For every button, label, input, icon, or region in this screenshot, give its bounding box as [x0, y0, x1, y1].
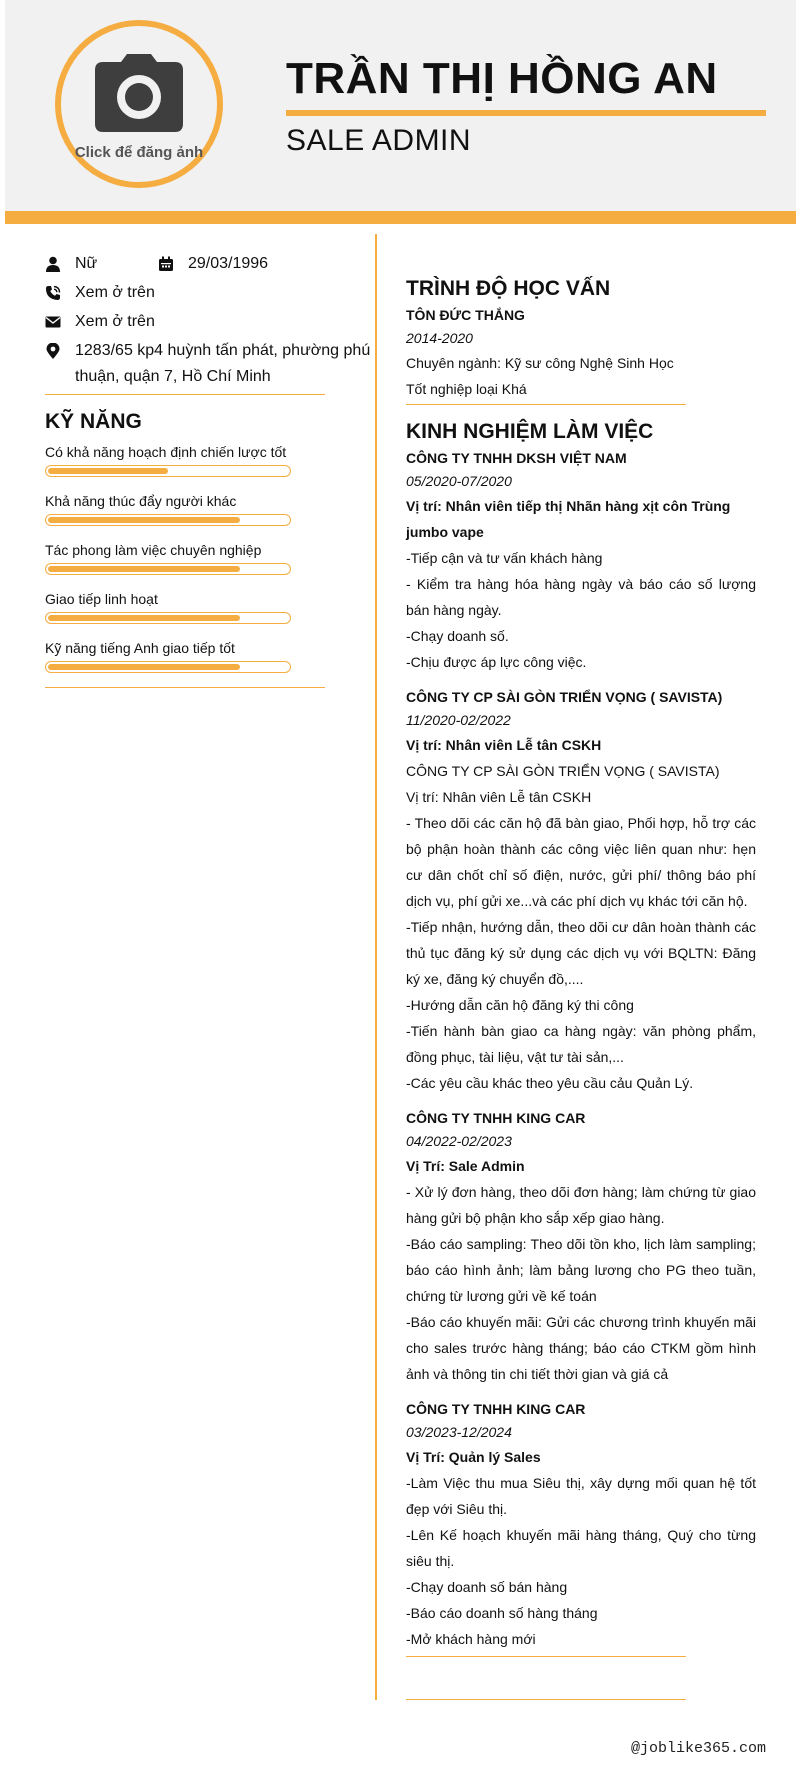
dob-value: 29/03/1996: [188, 255, 269, 272]
skill-bar-fill: [48, 468, 168, 474]
job-period: 03/2023-12/2024: [406, 1424, 512, 1440]
calendar-icon: [158, 256, 174, 272]
job-line: -Báo cáo khuyến mãi: Gửi các chương trình khuyến mãi cho sales trước hàng tháng; báo cáo CTKM gồm hình ảnh và thông tin chi tiết thời gian và giá cả: [406, 1314, 756, 1382]
experience-section: [406, 417, 756, 1700]
skill-item: [45, 443, 293, 477]
gender-row: [45, 251, 97, 277]
job-line: -Báo cáo doanh số hàng tháng: [406, 1605, 598, 1621]
job-entry: [406, 686, 756, 1096]
location-pin-icon: [45, 343, 61, 359]
skill-bar: [45, 661, 291, 673]
skill-bar-fill: [48, 517, 240, 523]
address-value: 1283/65 kp4 huỳnh tấn phát, phường phú thuận, quận 7, Hồ Chí Minh: [75, 342, 371, 385]
job-period: 05/2020-07/2020: [406, 473, 512, 489]
job-company: CÔNG TY TNHH KING CAR: [406, 1110, 586, 1126]
skill-label: Tác phong làm việc chuyên nghiệp: [45, 542, 262, 558]
job-line: -Chạy doanh số.: [406, 628, 509, 644]
skills-title: KỸ NĂNG: [45, 410, 142, 433]
job-line: -Các yêu cầu khác theo yêu cầu cảu Quản Lý.: [406, 1075, 694, 1091]
job-period: 11/2020-02/2022: [406, 712, 511, 728]
footer-watermark: @joblike365.com: [630, 1740, 766, 1757]
column-divider: [375, 234, 377, 1700]
job-line: - Xử lý đơn hàng, theo dõi đơn hàng; làm chứng từ giao hàng gửi bộ phận kho sắp xếp giao hàng.: [406, 1184, 756, 1226]
skill-bar: [45, 612, 291, 624]
skill-item: [45, 590, 293, 624]
job-line: -Làm Việc thu mua Siêu thị, xây dựng mối quan hệ tốt đẹp với Siêu thị.: [406, 1475, 756, 1517]
job-line: - Kiểm tra hàng hóa hàng ngày và báo cáo số lượng bán hàng ngày.: [406, 576, 756, 618]
avatar-caption: Click để đăng ảnh: [74, 144, 204, 161]
right-column: [406, 274, 756, 1700]
phone-value: Xem ở trên: [75, 284, 155, 301]
skill-bar-fill: [48, 664, 240, 670]
job-line: -Tiếp nhận, hướng dẫn, theo dõi cư dân hoàn thành các thủ tục đăng ký sử dụng các dịch vụ với BQLTN: Đăng ký xe, đăng ký chuyển đồ,....: [406, 919, 756, 987]
skill-label: Khả năng thúc đẩy người khác: [45, 493, 237, 509]
person-icon: [45, 256, 61, 272]
education-title: TRÌNH ĐỘ HỌC VẤN: [406, 277, 611, 300]
job-entry: [406, 1398, 756, 1652]
education-line: Chuyên ngành: Kỹ sư công Nghệ Sinh Học: [406, 355, 674, 371]
skill-bar: [45, 514, 291, 526]
skill-label: Có khả năng hoạch định chiến lược tốt: [45, 444, 287, 460]
job-position: Vị Trí: Sale Admin: [406, 1158, 525, 1174]
skill-bar-fill: [48, 615, 240, 621]
job-line: -Tiến hành bàn giao ca hàng ngày: văn phòng phẩm, đồng phục, tài liệu, vật tư tài sản,...: [406, 1023, 756, 1065]
job-line: -Hướng dẫn căn hộ đăng ký thi công: [406, 997, 634, 1013]
experience-divider: [406, 1656, 686, 1657]
email-row: [45, 309, 155, 335]
phone-row: [45, 280, 155, 306]
job-period: 04/2022-02/2023: [406, 1133, 512, 1149]
email-value: Xem ở trên: [75, 313, 155, 330]
experience-title: KINH NGHIỆM LÀM VIỆC: [406, 420, 654, 443]
candidate-name: TRẦN THỊ HỒNG AN: [286, 54, 718, 103]
job-entry: [406, 447, 756, 675]
skill-bar: [45, 465, 291, 477]
job-entry: [406, 1107, 756, 1387]
job-line: -Chạy doanh số bán hàng: [406, 1579, 568, 1595]
job-title: SALE ADMIN: [286, 124, 472, 157]
job-position: Vị Trí: Quản lý Sales: [406, 1449, 541, 1465]
job-line: Vị trí: Nhân viên Lễ tân CSKH: [406, 789, 592, 805]
bottom-divider: [406, 1699, 686, 1700]
job-position: Vị trí: Nhân viên Lễ tân CSKH: [406, 737, 602, 753]
school-name: TÔN ĐỨC THẮNG: [406, 307, 525, 323]
skill-item: [45, 492, 293, 526]
gender-value: Nữ: [75, 255, 98, 272]
skill-label: Giao tiếp linh hoạt: [45, 591, 158, 607]
job-company: CÔNG TY TNHH DKSH VIỆT NAM: [406, 450, 627, 466]
skill-label: Kỹ năng tiếng Anh giao tiếp tốt: [45, 640, 235, 656]
job-position: Vị trí: Nhân viên tiếp thị Nhãn hàng xịt côn Trùng jumbo vape: [406, 498, 731, 540]
education-section: [406, 274, 756, 405]
education-line: Tốt nghiệp loại Khá: [406, 381, 527, 397]
education-period: 2014-2020: [406, 330, 473, 346]
skill-item: [45, 541, 293, 575]
skill-bar-fill: [48, 566, 240, 572]
name-underline: [286, 110, 766, 116]
dob-row: [158, 251, 268, 277]
avatar-upload[interactable]: [55, 20, 223, 188]
job-line: -Mở khách hàng mới: [406, 1631, 536, 1647]
camera-icon: [95, 54, 183, 132]
job-line: -Lên Kế hoạch khuyến mãi hàng tháng, Quý cho từng siêu thị.: [406, 1527, 756, 1569]
education-divider: [406, 404, 686, 405]
skills-divider: [45, 687, 325, 688]
job-line: -Chịu được áp lực công việc.: [406, 654, 587, 670]
job-line: -Tiếp cận và tư vấn khách hàng: [406, 550, 603, 566]
job-company: CÔNG TY CP SÀI GÒN TRIỂN VỌNG ( SAVISTA): [406, 689, 723, 705]
job-company: CÔNG TY TNHH KING CAR: [406, 1401, 586, 1417]
job-line: - Theo dõi các căn hộ đã bàn giao, Phối hợp, hỗ trợ các bộ phận hoàn thành các công việc liên quan như: hẹn cư dân chốt chỉ số điện, nước, gửi phí/ thông báo phí dịch vụ, phí gửi xe...và các phí dịch vụ khác tới căn hộ.: [406, 815, 756, 909]
address-row: [45, 338, 375, 390]
skill-item: [45, 639, 293, 673]
header-accent-bar: [5, 211, 796, 224]
contact-divider: [45, 394, 325, 395]
phone-icon: [45, 285, 61, 301]
job-line: -Báo cáo sampling: Theo dõi tồn kho, lịch làm sampling; báo cáo hình ảnh; làm bảng lương cho PG theo tuần, chứng từ lương gửi về kế toán: [406, 1236, 756, 1304]
skill-bar: [45, 563, 291, 575]
job-line: CÔNG TY CP SÀI GÒN TRIỂN VỌNG ( SAVISTA): [406, 763, 720, 779]
envelope-icon: [45, 314, 61, 330]
